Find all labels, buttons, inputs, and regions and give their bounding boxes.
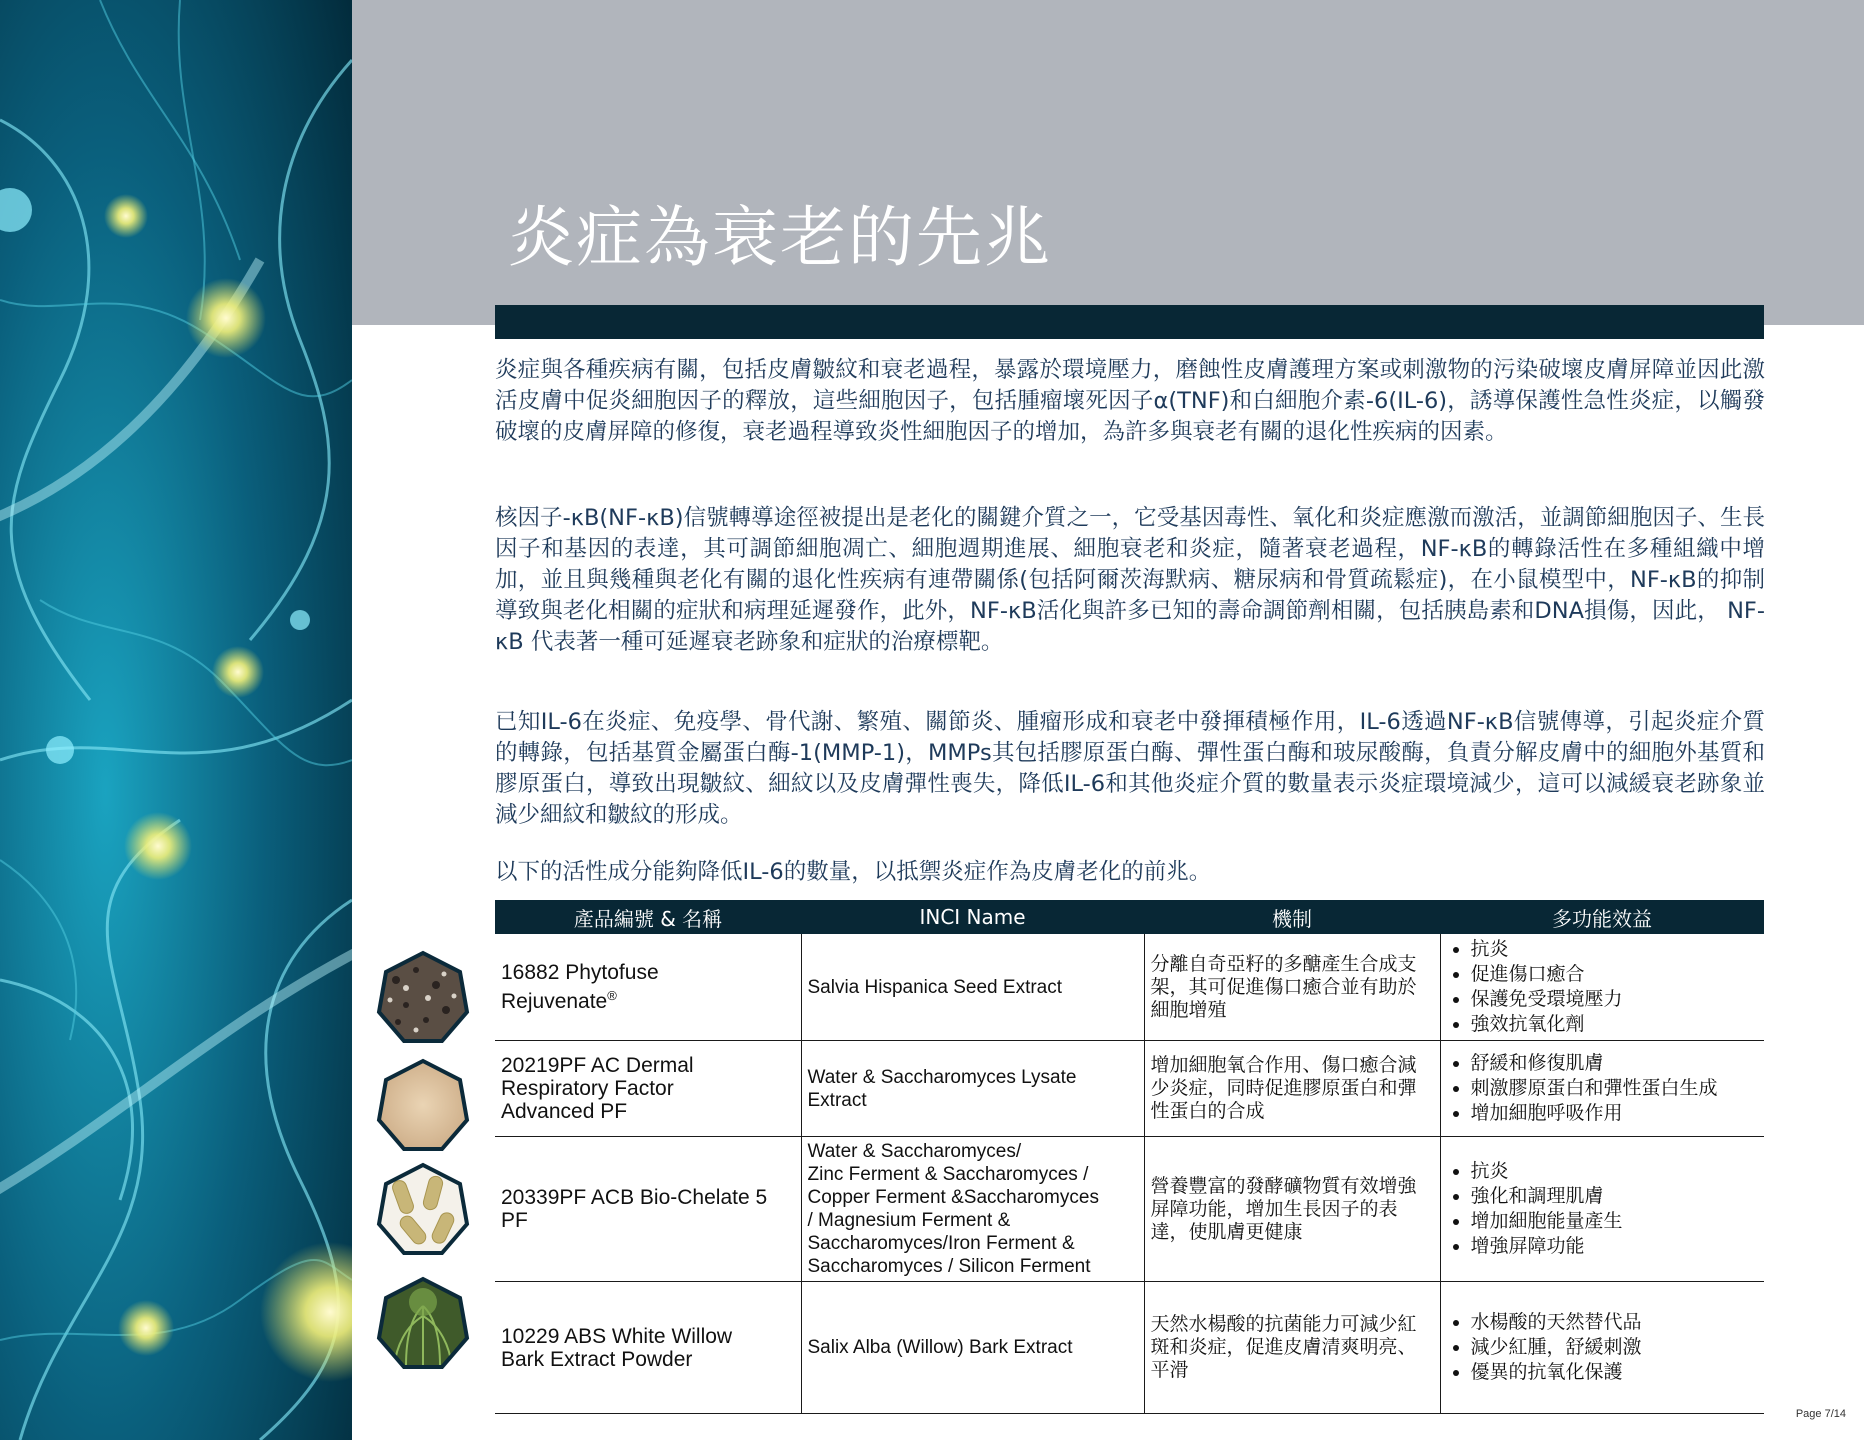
list-item: • 優異的抗氧化保護	[1471, 1360, 1759, 1385]
list-item: • 增強屏障功能	[1471, 1234, 1759, 1259]
chia-seeds-icon	[376, 950, 470, 1044]
list-item: • 抗炎	[1471, 1159, 1759, 1184]
mechanism-cell: 分離自奇亞籽的多醣產生合成支架，其可促進傷口癒合並有助於細胞增殖	[1144, 934, 1440, 1041]
header-benefits: 多功能效益	[1440, 900, 1764, 934]
benefits-cell	[1440, 1137, 1764, 1282]
header-mechanism: 機制	[1144, 900, 1440, 934]
benefits-cell	[1440, 1282, 1764, 1414]
body-paragraph-3: 已知IL-6在炎症、免疫學、骨代謝、繁殖、關節炎、腫瘤形成和衰老中發揮積極作用，IL-6透過NF-κB信號傳導，引起炎症介質的轉錄，包括基質金屬蛋白酶-1(MMP-1)，MMPs其包括膠原蛋白酶、彈性蛋白酶和玻尿酸酶，負責分解皮膚中的細胞外基質和膠原蛋白，導致出現皺紋、細紋以及皮膚彈性喪失，降低IL-6和其他炎症介質的數量表示炎症環境減少，這可以減緩衰老跡象並減少細紋和皺紋的形成。	[495, 709, 1765, 828]
benefits-cell	[1440, 934, 1764, 1041]
product-name-cell: 20219PF AC Dermal Respiratory Factor Advanced PF	[495, 1041, 801, 1137]
mechanism-cell: 增加細胞氧合作用、傷口癒合減少炎症，同時促進膠原蛋白和彈性蛋白的合成	[1144, 1041, 1440, 1137]
benefits-cell	[1440, 1041, 1764, 1137]
list-item: • 促進傷口癒合	[1471, 962, 1759, 987]
willow-tree-icon	[376, 1276, 470, 1370]
list-item: • 強效抗氧化劑	[1471, 1012, 1759, 1037]
list-item: • 水楊酸的天然替代品	[1471, 1310, 1759, 1335]
table-row	[495, 1041, 1764, 1137]
table-header-row	[495, 900, 1764, 934]
inci-cell: Water & Saccharomyces/ Zinc Ferment & Saccharomyces / Copper Ferment &Saccharomyces / Magnesium Ferment & Saccharomyces/Iron Ferment & Saccharomyces / Silicon Ferment	[801, 1137, 1144, 1282]
table-row	[495, 1282, 1764, 1414]
product-name-cell: 10229 ABS White Willow Bark Extract Powder	[495, 1282, 801, 1414]
inci-cell: Salix Alba (Willow) Bark Extract	[801, 1282, 1144, 1414]
inci-cell: Water & Saccharomyces Lysate Extract	[801, 1041, 1144, 1137]
table-row	[495, 934, 1764, 1041]
product-name-cell: 20339PF ACB Bio-Chelate 5 PF	[495, 1137, 801, 1282]
list-item: • 增加細胞呼吸作用	[1471, 1101, 1759, 1126]
capsules-icon	[376, 1162, 470, 1256]
list-item: • 增加細胞能量產生	[1471, 1209, 1759, 1234]
title-divider-bar	[495, 305, 1764, 339]
list-item: • 抗炎	[1471, 937, 1759, 962]
mechanism-cell: 營養豐富的發酵礦物質有效增強屏障功能，增加生長因子的表達，使肌膚更健康	[1144, 1137, 1440, 1282]
header-product-name: 產品編號 & 名稱	[495, 900, 801, 934]
product-table	[495, 900, 1764, 1414]
list-item: • 強化和調理肌膚	[1471, 1184, 1759, 1209]
list-item: • 舒緩和修復肌膚	[1471, 1051, 1759, 1076]
header-inci-name: INCI Name	[801, 900, 1144, 934]
list-item: • 減少紅腫，舒緩刺激	[1471, 1335, 1759, 1360]
table-intro-line: 以下的活性成分能夠降低IL-6的數量，以抵禦炎症作為皮膚老化的前兆。	[495, 859, 1212, 885]
body-paragraph-1: 炎症與各種疾病有關，包括皮膚皺紋和衰老過程，暴露於環境壓力，磨蝕性皮膚護理方案或刺激物的污染破壞皮膚屏障並因此激活皮膚中促炎細胞因子的釋放，這些細胞因子，包括腫瘤壞死因子α(TNF)和白細胞介素-6(IL-6)，誘導保護性急性炎症，以觸發破壞的皮膚屏障的修復，衰老過程導致炎性細胞因子的增加，為許多與衰老有關的退化性疾病的因素。	[495, 357, 1765, 445]
inci-cell: Salvia Hispanica Seed Extract	[801, 934, 1144, 1041]
product-name-cell: 16882 Phytofuse Rejuvenate®	[495, 934, 801, 1041]
yeast-powder-icon	[376, 1058, 470, 1152]
list-item: • 刺激膠原蛋白和彈性蛋白生成	[1471, 1076, 1759, 1101]
page-title: 炎症為衰老的先兆	[508, 199, 1052, 277]
table-row	[495, 1137, 1764, 1282]
mechanism-cell: 天然水楊酸的抗菌能力可減少紅斑和炎症，促進皮膚清爽明亮、平滑	[1144, 1282, 1440, 1414]
page-number: Page 7/14	[1795, 1408, 1846, 1420]
body-paragraph-2: 核因子-κB(NF-κB)信號轉導途徑被提出是老化的關鍵介質之一，它受基因毒性、氧化和炎症應激而激活，並調節細胞因子、生長因子和基因的表達，其可調節細胞凋亡、細胞週期進展、細胞衰老和炎症，隨著衰老過程，NF-κB的轉錄活性在多種組織中增加，並且與幾種與老化有關的退化性疾病有連帶關係(包括阿爾茨海默病、糖尿病和骨質疏鬆症)，在小鼠模型中，NF-κB的抑制導致與老化相關的症狀和病理延遲發作，此外，NF-κB活化與許多已知的壽命調節劑相關，包括胰島素和DNA損傷，因此， NF-κB 代表著一種可延遲衰老跡象和症狀的治療標靶。	[495, 505, 1765, 655]
neuron-background-image	[0, 0, 352, 1440]
list-item: • 保護免受環境壓力	[1471, 987, 1759, 1012]
